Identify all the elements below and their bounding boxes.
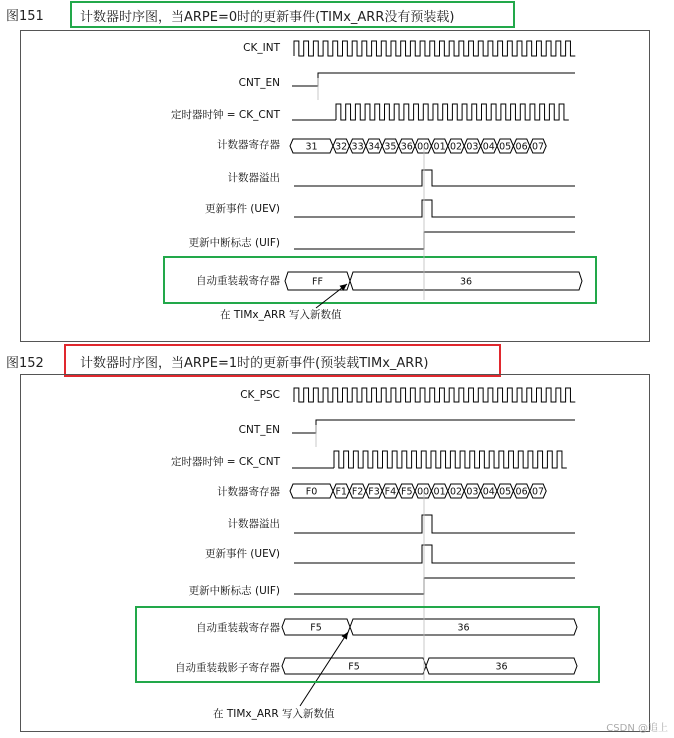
fig152-label-cnt-en: CNT_EN xyxy=(238,424,280,436)
fig151-counter-value: 02 xyxy=(449,141,463,153)
fig152-counter-value: 06 xyxy=(515,486,528,498)
fig152-counter-value: F4 xyxy=(384,486,397,498)
watermark: CSDN @追上 xyxy=(606,723,668,734)
fig151-arr-value: 36 xyxy=(459,276,473,288)
fig152-arr-shadow-value: 36 xyxy=(495,661,508,673)
fig151-ck-int-wave xyxy=(294,41,575,56)
fig151-label-ck-int: CK_INT xyxy=(243,42,280,54)
fig151-label-uif: 更新中断标志 (UIF) xyxy=(188,237,280,249)
fig152-counter-value: 05 xyxy=(499,486,512,498)
fig151-label-ck-cnt: 定时器时钟 = CK_CNT xyxy=(170,109,280,121)
fig151-counter-value: 04 xyxy=(482,141,495,153)
fig151-label-uev: 更新事件 (UEV) xyxy=(204,203,280,215)
fig151-counter-value: 01 xyxy=(433,141,446,153)
fig152-label-counter: 计数器寄存器 xyxy=(217,486,280,498)
fig151-arr-value: FF xyxy=(312,276,323,288)
fig152-label-ck-cnt: 定时器时钟 = CK_CNT xyxy=(170,456,280,468)
fig151-overflow-wave xyxy=(294,170,575,186)
fig151-uif-wave xyxy=(294,232,575,249)
fig152-arr-shadow-value: F5 xyxy=(348,661,360,673)
fig151-counter-value: 07 xyxy=(531,141,545,153)
fig151-label-arr: 自动重装载寄存器 xyxy=(196,275,280,287)
fig152-counter-value: F3 xyxy=(368,486,380,498)
fig151-counter-value: 34 xyxy=(367,141,381,153)
fig152-counter-value: F0 xyxy=(305,486,318,498)
fig152-label-arr-shadow: 自动重装载影子寄存器 xyxy=(175,662,280,674)
fig152-label-arr: 自动重装载寄存器 xyxy=(196,622,280,634)
fig152-counter-value: 03 xyxy=(466,486,479,498)
fig151-cnt-en-wave xyxy=(292,73,575,86)
fig151-uev-wave xyxy=(294,200,575,217)
fig151-counter-value: 31 xyxy=(305,141,318,153)
fig152-counter-value: 01 xyxy=(433,486,446,498)
fig151-counter-value: 03 xyxy=(466,141,479,153)
fig151-counter-value: 05 xyxy=(499,141,512,153)
fig151-ck-cnt-wave xyxy=(336,104,569,120)
fig151-title: 计数器时序图，当ARPE=0时的更新事件(TIMx_ARR没有预装载) xyxy=(80,10,455,25)
fig151-label-overflow: 计数器溢出 xyxy=(227,172,280,184)
fig152-label-ck-psc: CK_PSC xyxy=(240,389,280,401)
fig152-arr-value: 36 xyxy=(457,622,470,634)
fig152-counter-value: 00 xyxy=(417,486,430,498)
fig152-counter-value: F1 xyxy=(335,486,347,498)
fig152-counter-value: 04 xyxy=(482,486,495,498)
fig151-counter-value: 06 xyxy=(515,141,528,153)
fig152-label-overflow: 计数器溢出 xyxy=(227,518,280,530)
fig152-counter-value: 02 xyxy=(449,486,463,498)
fig151-counter-value: 35 xyxy=(384,141,397,153)
fig152-number: 图152 xyxy=(6,356,44,371)
fig151-number: 图151 xyxy=(6,9,44,24)
fig152-arr-value: F5 xyxy=(310,622,322,634)
fig151-counter-value: 33 xyxy=(351,141,364,153)
fig151-counter-value: 32 xyxy=(335,141,348,153)
fig152-label-uev: 更新事件 (UEV) xyxy=(204,548,280,560)
fig151-label-cnt-en: CNT_EN xyxy=(238,77,280,89)
fig152-annotation: 在 TIMx_ARR 写入新数值 xyxy=(213,708,335,720)
fig151-counter-value: 36 xyxy=(400,141,413,153)
fig152-title: 计数器时序图，当ARPE=1时的更新事件(预装载TIMx_ARR) xyxy=(80,356,429,371)
fig151-label-counter: 计数器寄存器 xyxy=(217,139,280,151)
fig151-annotation: 在 TIMx_ARR 写入新数值 xyxy=(220,309,342,321)
fig152-counter-value: F5 xyxy=(401,486,413,498)
fig152-label-uif: 更新中断标志 (UIF) xyxy=(188,585,280,597)
fig151-counter-value: 00 xyxy=(417,141,430,153)
fig152-counter-value: 07 xyxy=(531,486,545,498)
fig152-counter-value: F2 xyxy=(351,486,364,498)
